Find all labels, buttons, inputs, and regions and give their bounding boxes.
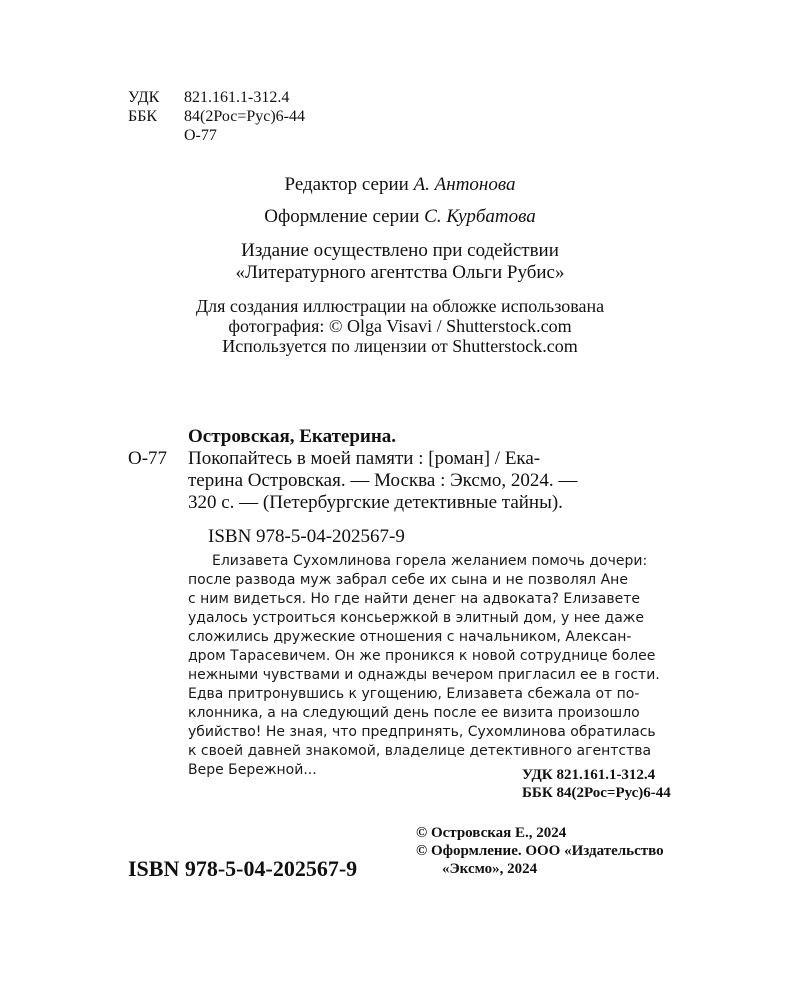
udk-label: УДК: [128, 89, 160, 106]
bbk-label: ББК: [128, 108, 158, 125]
bottom-classification: [522, 766, 671, 802]
bottom-udk: УДК 821.161.1-312.4: [522, 767, 656, 783]
annotation-line: нежными чувствами и однажды вечером пригласил ее в гости.: [188, 667, 660, 683]
copyright-author: © Островская Е., 2024: [416, 825, 567, 841]
annotation-line: убийство! Не зная, что предпринять, Сухомлинова обратилась: [188, 724, 656, 740]
copyright-design-cont: «Эксмо», 2024: [442, 861, 538, 877]
udk-value: 821.161.1-312.4: [184, 89, 290, 106]
annotation-line: дром Тарасевичем. Он же проникся к новой сотруднице более: [188, 648, 656, 664]
isbn-bottom: ISBN 978-5-04-202567-9: [128, 856, 358, 881]
series-design: [0, 206, 800, 228]
record-line-2: терина Островская. — Москва : Эксмо, 2024. —: [188, 470, 578, 491]
series-design-prefix: Оформление серии: [264, 206, 420, 227]
annotation-line: к своей давней знакомой, владелице детективного агентства: [188, 743, 652, 759]
record-line-3: 320 с. — (Петербургские детективные тайны).: [188, 492, 563, 513]
record-row-3: [128, 492, 698, 514]
series-editor-prefix: Редактор серии: [284, 174, 409, 195]
record-row-1: [128, 448, 698, 470]
udk-row: [128, 88, 305, 107]
bibliographic-record: [128, 426, 698, 548]
classification-block: [128, 88, 305, 145]
agency-line-2: «Литературного агентства Ольги Рубис»: [235, 262, 565, 283]
series-design-name: С. Курбатова: [424, 206, 536, 227]
cover-line-3: Используется по лицензии от Shutterstock.com: [222, 336, 578, 356]
agency-credit: [0, 240, 800, 284]
series-editor: [0, 174, 800, 196]
copyright-block: [416, 824, 664, 878]
author-mark: О-77: [184, 127, 217, 144]
annotation-line: с ним видеться. Но где найти денег на адвоката? Елизавете: [188, 591, 640, 607]
cover-line-1: Для создания иллюстрации на обложке использована: [195, 296, 605, 316]
record-code: О-77: [128, 448, 168, 469]
annotation-line: сложились дружеские отношения с начальником, Алексан-: [188, 629, 632, 645]
bbk-value: 84(2Рос=Рус)6-44: [184, 108, 306, 125]
agency-line-1: Издание осуществлено при содействии: [241, 240, 559, 261]
annotation: [188, 552, 713, 780]
record-line-1: Покопайтесь в моей памяти : [роман] / Ека-: [188, 448, 541, 469]
record-row-2: [128, 470, 698, 492]
series-editor-name: А. Антонова: [413, 174, 516, 195]
cover-photo-credit: [0, 296, 800, 356]
annotation-line: после развода муж забрал себе их сына и не позволял Ане: [188, 572, 628, 588]
copyright-design: © Оформление. ООО «Издательство: [416, 843, 664, 859]
bbk-row: [128, 107, 305, 126]
bottom-bbk: ББК 84(2Рос=Рус)6-44: [522, 785, 671, 801]
record-isbn: ISBN 978-5-04-202567-9: [208, 526, 405, 547]
annotation-line: Вере Бережной...: [188, 762, 317, 778]
annotation-line: удалось устроиться консьержкой в элитный дом, у нее даже: [188, 610, 645, 626]
annotation-line: Едва притронувшись к угощению, Елизавета сбежала от по-: [188, 686, 640, 702]
record-author: Островская, Екатерина.: [188, 426, 397, 447]
cover-line-2: фотография: © Olga Visavi / Shutterstock.com: [228, 316, 572, 336]
annotation-line: Елизавета Сухомлинова горела желанием помочь дочери:: [212, 553, 648, 569]
annotation-line: клонника, а на следующий день после ее визита произошло: [188, 705, 640, 721]
